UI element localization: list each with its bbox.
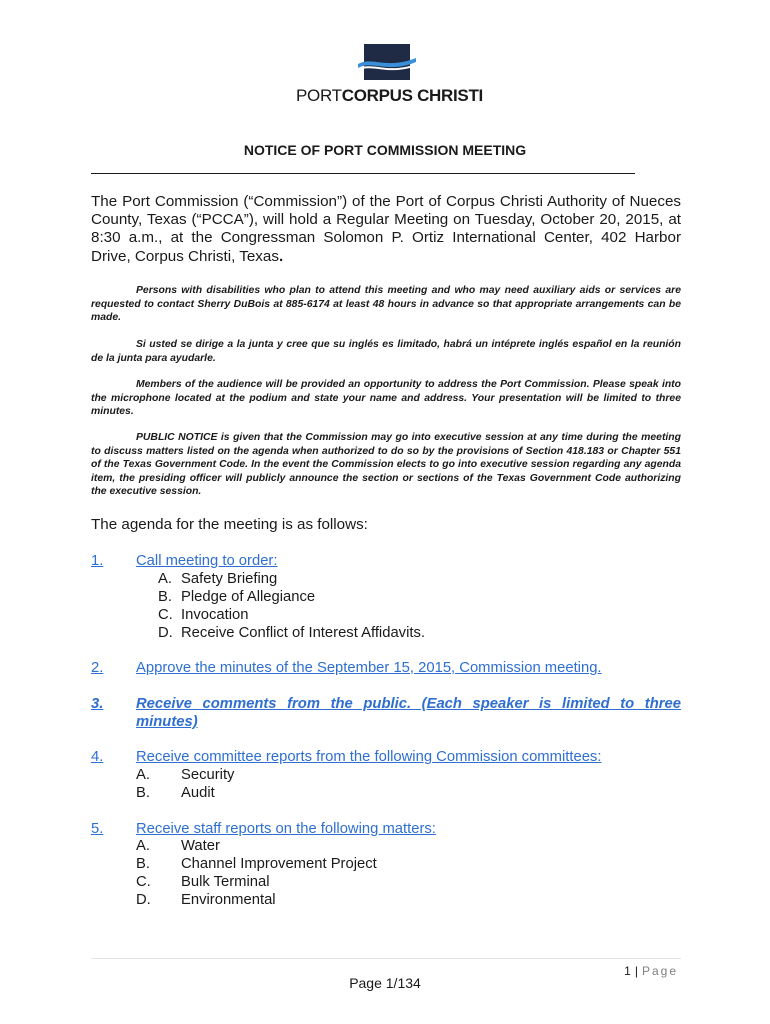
- port-logo: [296, 44, 483, 106]
- disability-notice: Persons with disabilities who plan to attend this meeting and who may need auxiliary aids or services are requested to contact Sherry DuBois at 885-6174 at least 48 hours in advance so that appropriate arrangements can be made.: [91, 285, 681, 323]
- subitem-letter: C.: [158, 607, 173, 623]
- subitem-text: Bulk Terminal: [181, 874, 270, 890]
- subitem-text: Invocation: [181, 607, 249, 623]
- subitem-letter: C.: [136, 874, 151, 890]
- agenda-item-number: 1.: [91, 553, 104, 569]
- viewer-page-indicator: Page 1/134: [349, 975, 421, 991]
- agenda-item-text: [136, 695, 681, 731]
- footer-page-number: 1: [624, 964, 631, 978]
- subitem-letter: A.: [136, 838, 150, 854]
- subitem-text: Audit: [181, 785, 215, 801]
- agenda-item-number: 5.: [91, 821, 104, 837]
- subitem-letter: B.: [136, 856, 150, 872]
- subitem-text: Channel Improvement Project: [181, 856, 377, 872]
- intro-paragraph: [91, 193, 681, 266]
- agenda-item-number: 2.: [91, 660, 104, 676]
- logo-word-bold: CORPUS CHRISTI: [341, 86, 483, 105]
- agenda-item-number: 4.: [91, 749, 104, 765]
- public-notice: PUBLIC NOTICE is given that the Commission may go into executive session at any time during the meeting to discuss matters listed on the agenda when authorized to do so by the provisions of Section 418.183 or Chapter 551 of the Texas Government Code. In the event the Commission elects to go into executive session regarding any agenda item, the presiding officer will publicly announce the section or sections of the Texas Government Code authorizing the executive session.: [91, 432, 681, 497]
- spanish-notice: Si usted se dirige a la junta y cree que su inglés es limitado, habrá un intéprete inglés español en la reunión de la junta para ayudarle.: [91, 339, 681, 364]
- intro-end: .: [278, 247, 284, 265]
- footer-separator: |: [634, 964, 638, 978]
- port-logo-mark-icon: [358, 44, 416, 80]
- port-logo-wordmark: [296, 86, 483, 106]
- subitem-text: Pledge of Allegiance: [181, 589, 316, 605]
- subitem-letter: A.: [136, 767, 150, 783]
- agenda-item-text: Receive committee reports from the following Commission committees:: [136, 749, 602, 765]
- agenda-item-text: Call meeting to order:: [136, 553, 278, 569]
- footer-divider: [91, 958, 681, 959]
- subitem-text: Receive Conflict of Interest Affidavits.: [181, 625, 425, 641]
- subitem-text: Water: [181, 838, 220, 854]
- agenda-item-text-line1: Receive comments from the public. (Each speaker is limited to three: [136, 696, 681, 712]
- agenda-item-text: Approve the minutes of the September 15, 2015, Commission meeting.: [136, 660, 602, 676]
- subitem-letter: A.: [158, 571, 172, 587]
- subitem-letter: B.: [136, 785, 150, 801]
- footer-page-word: Page: [641, 964, 678, 978]
- subitem-letter: B.: [158, 589, 172, 605]
- document-title: NOTICE OF PORT COMMISSION MEETING: [243, 142, 527, 158]
- subitem-text: Environmental: [181, 892, 276, 908]
- logo-word-light: PORT: [296, 86, 342, 105]
- agenda-item-text: Receive staff reports on the following matters:: [136, 821, 436, 837]
- agenda-item-text-line2: minutes): [136, 714, 198, 730]
- subitem-letter: D.: [136, 892, 151, 908]
- audience-notice: Members of the audience will be provided an opportunity to address the Port Commission. Please speak into the microphone located at the podium and state your name and address. Your presentation will be limited to three minutes.: [91, 379, 681, 417]
- subitem-text: Security: [181, 767, 235, 783]
- subitem-letter: D.: [158, 625, 173, 641]
- agenda-item-number: 3.: [91, 696, 104, 712]
- intro-text: The Port Commission (“Commission”) of the Port of Corpus Christi Authority of Nueces County, Texas (“PCCA”), will hold a Regular Meeting on Tuesday, October 20, 2015, at 8:30 a.m., at the Congressman Solomon P. Ortiz International Center, 402 Harbor Drive, Corpus Christi, Texas: [91, 193, 681, 265]
- title-divider: [91, 173, 635, 174]
- subitem-text: Safety Briefing: [181, 571, 278, 587]
- agenda-intro: The agenda for the meeting is as follows:: [91, 516, 368, 533]
